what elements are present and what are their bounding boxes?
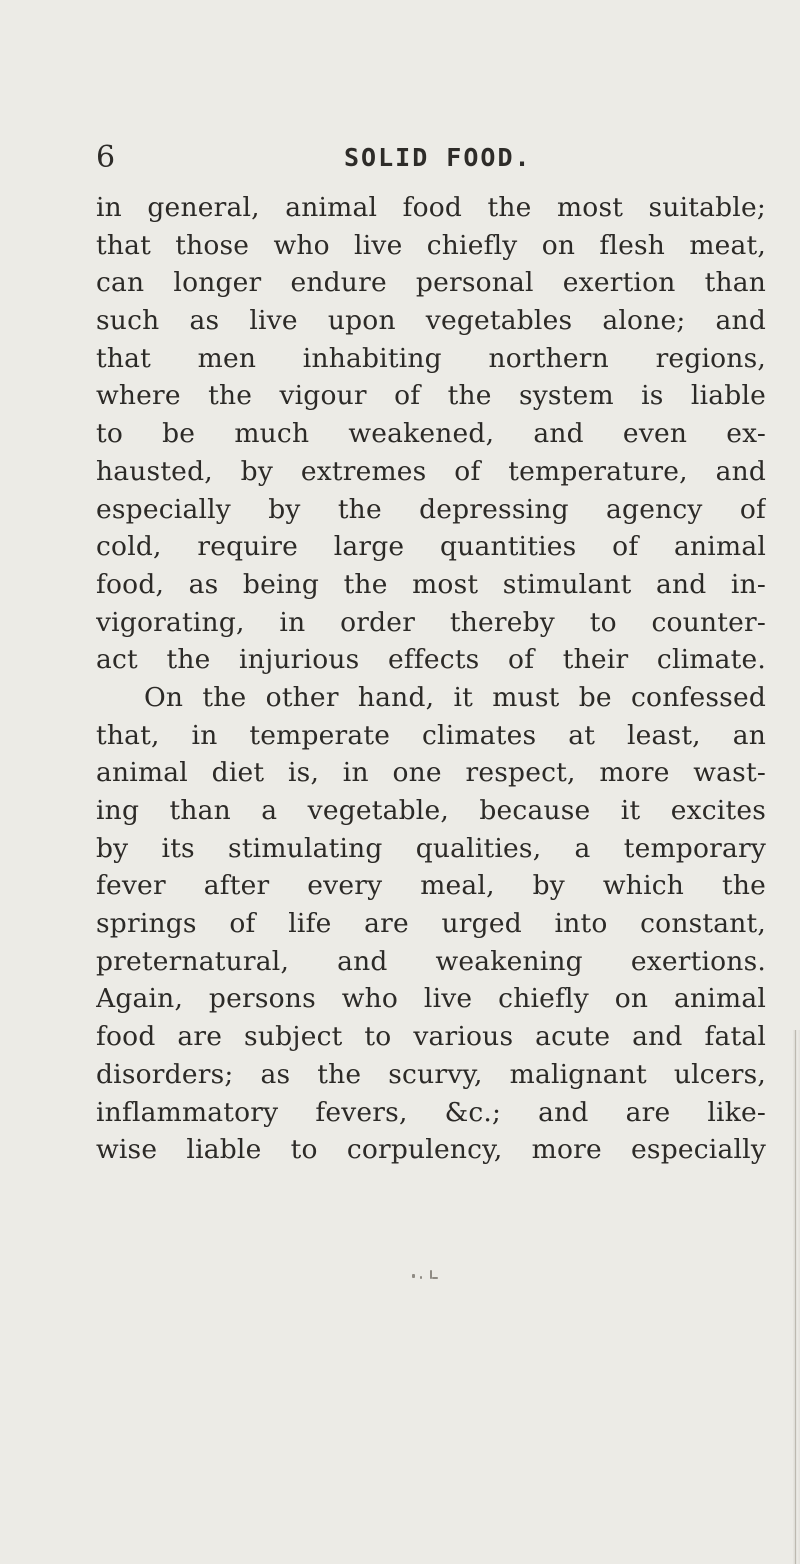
page-edge-shadow xyxy=(793,1030,800,1564)
text-line: food, as being the most stimulant and in- xyxy=(96,568,766,600)
text-line: ing than a vegetable, because it excites xyxy=(96,795,766,826)
text-line: where the vigour of the system is liable xyxy=(96,380,766,412)
text-line: Again, persons who live chiefly on animal xyxy=(96,983,766,1015)
body-text xyxy=(96,189,766,1169)
print-specks xyxy=(412,1268,492,1284)
text-line: preternatural, and weakening exertions. xyxy=(96,945,766,977)
running-head: SOLID FOOD. xyxy=(344,143,532,172)
text-line: springs of life are urged into constant, xyxy=(96,908,766,940)
text-line: fever after every meal, by which the xyxy=(96,870,766,902)
text-line: that, in temperate climates at least, an xyxy=(96,719,766,751)
print-speck xyxy=(420,1276,422,1279)
print-speck xyxy=(432,1277,438,1279)
text-line: hausted, by extremes of temperature, and xyxy=(96,455,766,487)
text-line: especially by the depressing agency of xyxy=(96,493,766,525)
text-line: that those who live chiefly on flesh meat, xyxy=(96,229,766,261)
text-line: in general, animal food the most suitable; xyxy=(96,192,766,223)
text-line: vigorating, in order thereby to counter- xyxy=(96,606,766,638)
print-speck xyxy=(412,1274,415,1278)
text-line: food are subject to various acute and fatal xyxy=(96,1021,766,1053)
text-line: cold, require large quantities of animal xyxy=(96,531,766,563)
text-line-paragraph-start: On the other hand, it must be confessed xyxy=(144,681,766,713)
text-line: act the injurious effects of their climate. xyxy=(96,644,766,676)
text-line: by its stimulating qualities, a temporary xyxy=(96,832,766,864)
page-header xyxy=(96,138,696,178)
text-line: disorders; as the scurvy, malignant ulcers, xyxy=(96,1058,766,1090)
text-line: such as live upon vegetables alone; and xyxy=(96,305,766,337)
text-line: to be much weakened, and even ex- xyxy=(96,418,766,450)
text-line: that men inhabiting northern regions, xyxy=(96,342,766,374)
text-line: animal diet is, in one respect, more wast- xyxy=(96,757,766,789)
text-line: can longer endure personal exertion than xyxy=(96,267,766,299)
page-number: 6 xyxy=(96,140,116,175)
text-line: inflammatory fevers, &c.; and are like- xyxy=(96,1096,766,1128)
text-line: wise liable to corpulency, more especially xyxy=(96,1134,766,1166)
